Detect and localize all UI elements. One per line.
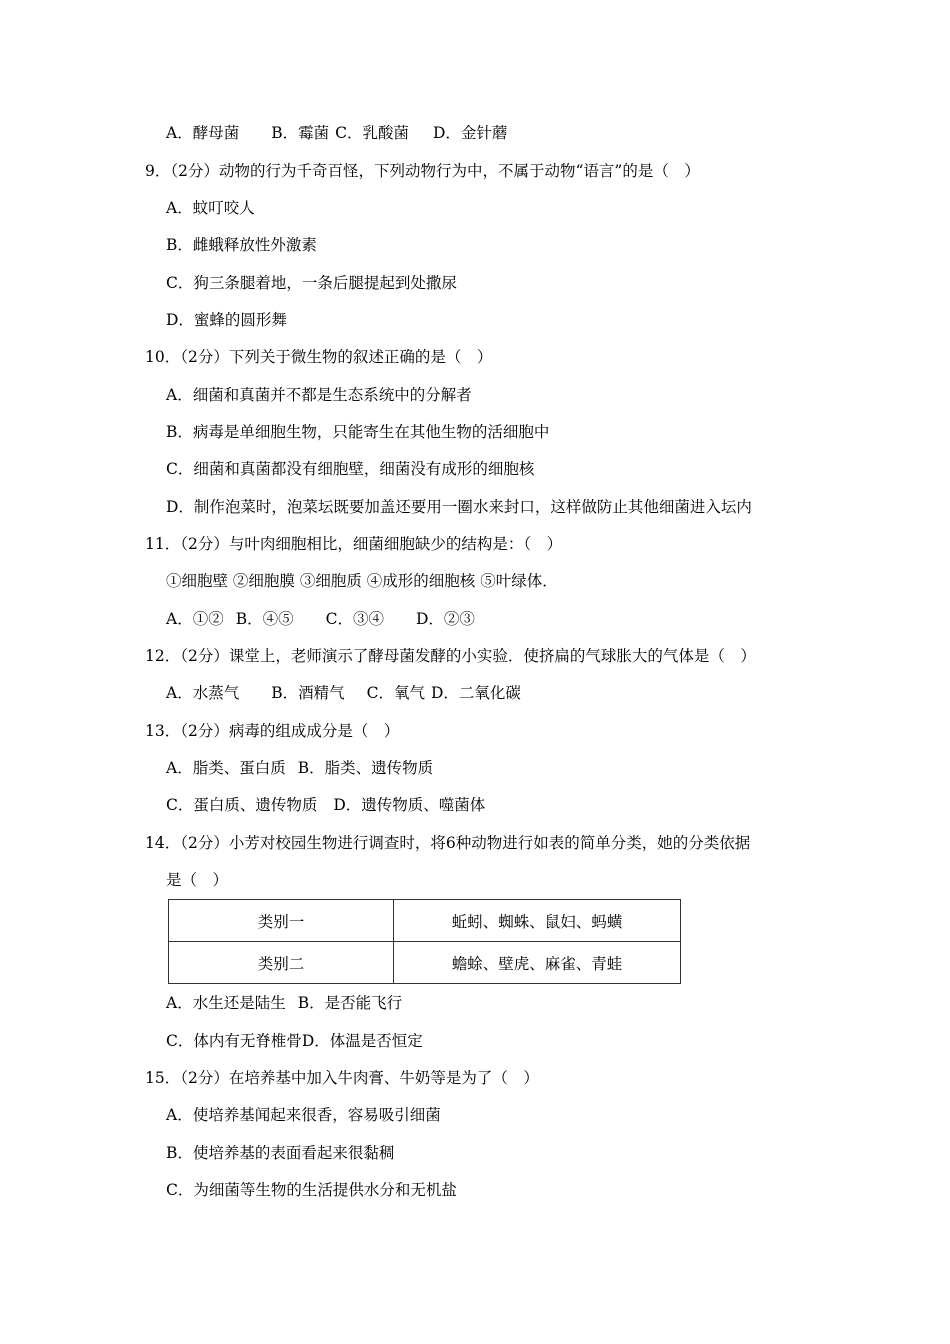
option-c: C．蛋白质、遗传物质 — [166, 796, 318, 814]
option-d: D．金针蘑 — [432, 124, 508, 142]
option-a: A．水生还是陆生 — [166, 994, 286, 1012]
category-label: 类别二 — [169, 942, 394, 984]
option-line: B．病毒是单细胞生物，只能寄生在其他生物的活细胞中 — [166, 423, 550, 441]
options-row — [166, 758, 433, 778]
option-c: C．氧气 — [366, 684, 425, 702]
classification-table — [168, 899, 681, 984]
category-animals: 蟾蜍、壁虎、麻雀、青蛙 — [394, 942, 681, 984]
structure-list: ①细胞壁 ②细胞膜 ③细胞质 ④成形的细胞核 ⑤叶绿体． — [166, 572, 558, 590]
option-line: D．蜜蜂的圆形舞 — [166, 311, 287, 329]
question-13: 13．（2分）病毒的组成成分是（ ） — [145, 722, 400, 740]
option-b: B．酒精气 — [271, 684, 345, 702]
option-d: D．遗传物质、噬菌体 — [333, 796, 486, 814]
question-15: 15．（2分）在培养基中加入牛肉膏、牛奶等是为了（ ） — [145, 1069, 539, 1087]
question-14: 14．（2分）小芳对校园生物进行调查时，将6种动物进行如表的简单分类，她的分类依据 — [145, 834, 751, 852]
option-d: D．②③ — [415, 610, 475, 628]
options-row — [166, 609, 475, 629]
option-line: D．制作泡菜时，泡菜坛既要加盖还要用一圈水来封口，这样做防止其他细菌进入坛内 — [166, 498, 752, 516]
option-b: B．是否能飞行 — [297, 994, 403, 1012]
category-animals: 蚯蚓、蜘蛛、鼠妇、蚂蟥 — [394, 900, 681, 942]
option-a: A．水蒸气 — [166, 684, 240, 702]
table-row — [169, 900, 681, 942]
options-row — [166, 1031, 423, 1051]
question-10: 10．（2分）下列关于微生物的叙述正确的是（ ） — [145, 348, 493, 366]
option-line: A．蚊叮咬人 — [166, 199, 255, 217]
option-d: D．体温是否恒定 — [301, 1032, 423, 1050]
option-c: C．③④ — [325, 610, 384, 628]
option-line: C．为细菌等生物的生活提供水分和无机盐 — [166, 1181, 457, 1199]
question-12: 12．（2分）课堂上，老师演示了酵母菌发酵的小实验．使挤扁的气球胀大的气体是（ ） — [145, 647, 756, 665]
option-a: A．脂类、蛋白质 — [166, 759, 286, 777]
question-9: 9．（2分）动物的行为千奇百怪，下列动物行为中，不属于动物“语言”的是（ ） — [145, 162, 700, 180]
option-line: C．细菌和真菌都没有细胞壁，细菌没有成形的细胞核 — [166, 460, 535, 478]
option-line: B．使培养基的表面看起来很黏稠 — [166, 1144, 395, 1162]
options-row — [166, 123, 507, 143]
question-14-continued: 是（ ） — [166, 871, 229, 889]
option-c: C．体内有无脊椎骨 — [166, 1032, 302, 1050]
options-row — [166, 993, 402, 1013]
options-row — [166, 683, 521, 703]
option-b: B．霉菌 — [271, 124, 330, 142]
question-11: 11．（2分）与叶肉细胞相比，细菌细胞缺少的结构是：（ ） — [145, 535, 563, 553]
option-line: C．狗三条腿着地，一条后腿提起到处撒尿 — [166, 274, 457, 292]
options-row — [166, 795, 485, 815]
option-line: A．使培养基闻起来很香，容易吸引细菌 — [166, 1106, 441, 1124]
option-line: A．细菌和真菌并不都是生态系统中的分解者 — [166, 386, 472, 404]
option-c: C．乳酸菌 — [335, 124, 409, 142]
option-d: D．二氧化碳 — [430, 684, 521, 702]
option-line: B．雌蛾释放性外激素 — [166, 236, 317, 254]
option-a: A．酵母菌 — [166, 124, 240, 142]
option-a: A．①② — [166, 610, 224, 628]
table-row — [169, 942, 681, 984]
category-label: 类别一 — [169, 900, 394, 942]
option-b: B．脂类、遗传物质 — [297, 759, 434, 777]
option-b: B．④⑤ — [235, 610, 294, 628]
